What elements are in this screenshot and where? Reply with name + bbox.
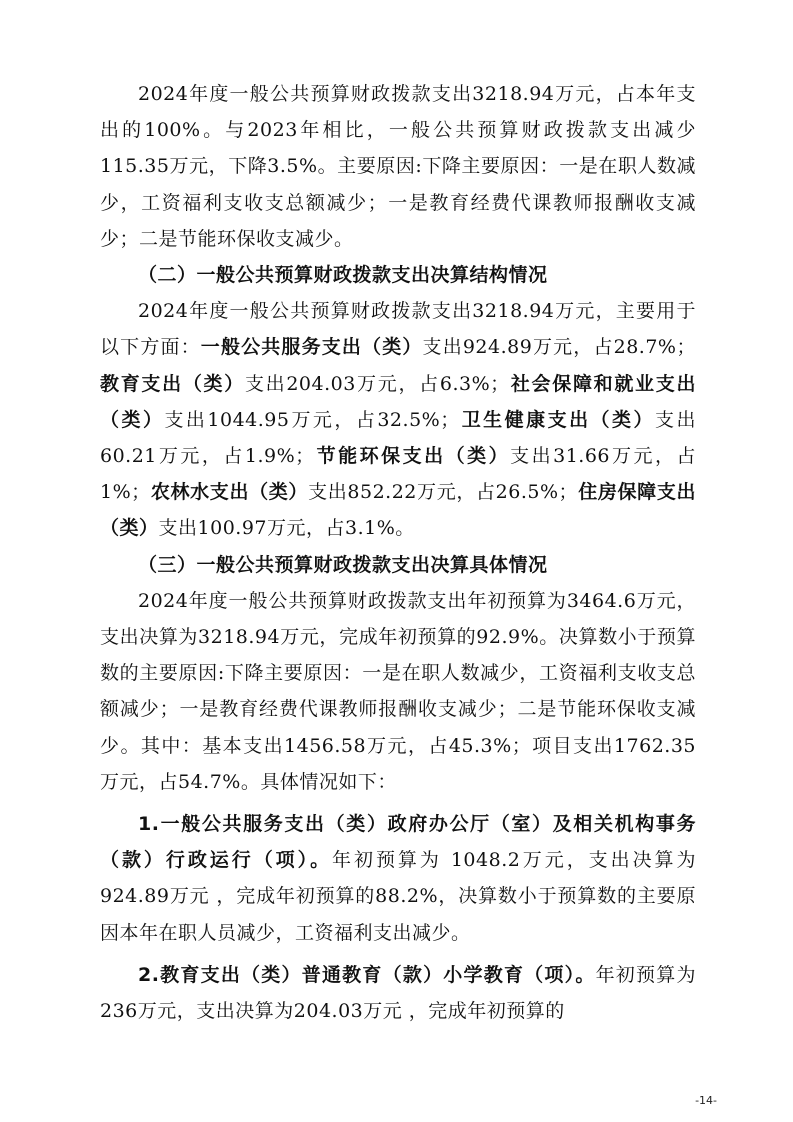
page-number: -14- — [695, 1094, 717, 1107]
category-agriculture-value: 支出852.22万元，占26.5%； — [308, 481, 579, 504]
category-general-public-services-value: 支出924.89万元，占28.7%； — [422, 336, 696, 359]
detail-item-2-title: 2.教育支出（类）普通教育（款）小学教育（项）。 — [138, 963, 596, 986]
category-social-security-value: 支出1044.95万元，占32.5%； — [164, 408, 460, 431]
detail-item-1-title: 1.一般公共服务支出（类）政府办公厅（室）及相关机构事务（款）行政运行（项）。 — [100, 813, 696, 872]
category-housing-value: 支出100.97万元，占3.1%。 — [158, 517, 415, 540]
detail-item-2 — [100, 957, 696, 1029]
detail-item-2-text: 年初预算为 236万元，支出决算为204.03万元 ，完成年初预算的 — [100, 963, 696, 1023]
section-heading-structure: （二）一般公共预算财政拨款支出决算结构情况 — [138, 264, 548, 287]
paragraph-expenditure-details: 2024年度一般公共预算财政拨款支出年初预算为3464.6万元，支出决算为3218.94万元，完成年初预算的92.9%。决算数小于预算数的主要原因:下降主要原因：一是在职人数减少，工资福利支收支总额减少；一是教育经费代课教师报酬收支减少；二是节能环保收支减少。其中：基本支出1456.58万元，占45.3%；项目支出1762.35万元，占54.7%。具体情况如下： — [100, 589, 696, 793]
structure-intro: 2024年度一般公共预算财政拨款支出3218.94万元，主要用于以下方面： — [100, 300, 696, 359]
section-heading-details: （三）一般公共预算财政拨款支出决算具体情况 — [138, 553, 548, 576]
category-general-public-services: 一般公共服务支出（类） — [200, 336, 423, 359]
category-health: 卫生健康支出（类） — [459, 408, 655, 431]
paragraph-expenditure-structure — [100, 293, 696, 546]
document-page — [100, 76, 696, 1029]
category-health-value: 支出60.21万元，占1.9%； — [100, 408, 696, 468]
category-education: 教育支出（类） — [100, 372, 245, 395]
detail-item-1 — [100, 806, 696, 951]
category-energy-environment: 节能环保支出（类） — [314, 445, 511, 468]
category-energy-environment-value: 支出31.66万元，占1%； — [100, 445, 696, 504]
paragraph-expenditure-summary: 2024年度一般公共预算财政拨款支出3218.94万元，占本年支出的100%。与2023年相比，一般公共预算财政拨款支出减少115.35万元，下降3.5%。主要原因:下降主要原因：一是在职人数减少，工资福利支收支总额减少；一是教育经费代课教师报酬收支减少；二是节能环保收支减少。 — [100, 83, 696, 250]
category-education-value: 支出204.03万元，占6.3%； — [244, 372, 510, 395]
detail-item-1-text: 年初预算为 1048.2万元，支出决算为924.89万元 ，完成年初预算的88.2%，决算数小于预算数的主要原因本年在职人员减少，工资福利支出减少。 — [100, 849, 696, 944]
category-agriculture: 农林水支出（类） — [150, 481, 309, 504]
category-social-security: 社会保障和就业支出（类） — [100, 372, 696, 431]
category-housing: 住房保障支出（类） — [100, 481, 696, 540]
